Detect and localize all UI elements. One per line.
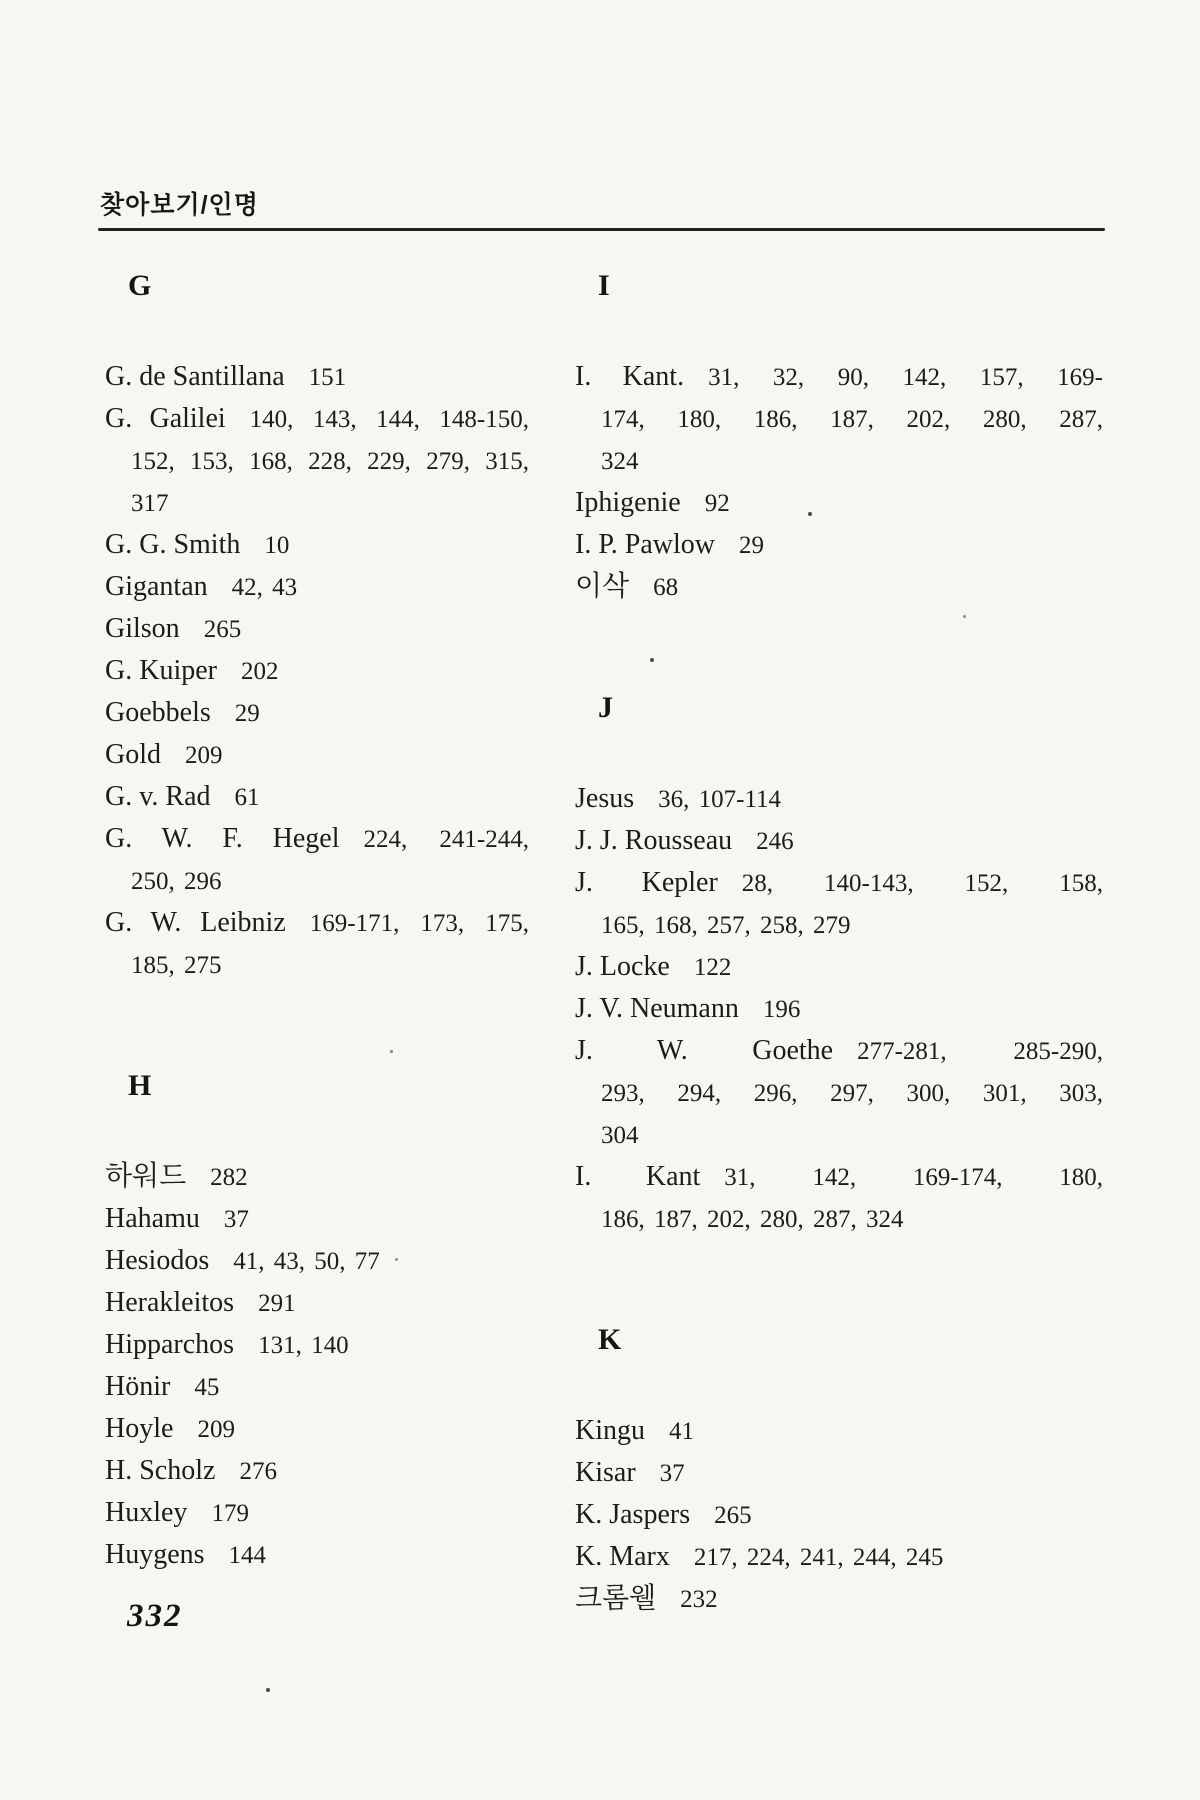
entry-pages: 186, 187, 202, 280, 287, 324 <box>601 1206 904 1233</box>
index-entry <box>575 1452 1103 1494</box>
entry-pages: 209 <box>197 1416 235 1443</box>
entry-pages: 37 <box>223 1206 249 1233</box>
entry-pages: 29 <box>234 700 260 727</box>
index-entry-line <box>105 1282 529 1324</box>
index-entry-line <box>575 820 1103 862</box>
entry-name: K. Jaspers <box>575 1499 691 1530</box>
entry-name: 크롬웰 <box>575 1583 657 1614</box>
entry-name: K. Marx <box>575 1541 670 1572</box>
entry-pages: 41, 43, 50, 77 <box>233 1248 380 1275</box>
entry-pages: 165, 168, 257, 258, 279 <box>601 912 851 939</box>
index-entry-line <box>575 862 1103 904</box>
entry-pages: 151 <box>308 364 347 391</box>
entry-pages: 140, 143, 144, 148-150, <box>249 406 529 433</box>
index-entry <box>105 1156 529 1198</box>
index-entry-line <box>105 860 529 902</box>
index-entry <box>105 608 529 650</box>
index-entry-line <box>575 524 1103 566</box>
entry-pages: 45 <box>194 1374 220 1401</box>
index-entry <box>105 734 529 776</box>
index-entry-line <box>575 1578 1103 1620</box>
scan-artifact-dot <box>808 512 812 516</box>
entry-name: Iphigenie <box>575 487 681 518</box>
scan-artifact-dot <box>390 1050 393 1053</box>
entry-pages: 265 <box>203 616 242 643</box>
entry-name: G. Kuiper <box>105 655 217 686</box>
index-entry <box>105 398 529 524</box>
index-entry-line <box>575 1536 1103 1578</box>
entry-pages: 202 <box>240 658 279 685</box>
index-entry <box>105 1492 529 1534</box>
entry-pages: 122 <box>693 954 732 981</box>
index-entry <box>105 776 529 818</box>
index-entry-line <box>105 944 529 986</box>
entry-name: Huygens <box>105 1539 205 1570</box>
entry-pages: 217, 224, 241, 244, 245 <box>693 1544 944 1571</box>
index-entry <box>105 1366 529 1408</box>
entry-name: G. W. Leibniz <box>105 907 286 938</box>
index-entry-line <box>575 1410 1103 1452</box>
index-entry-line <box>575 398 1103 440</box>
entry-name: G. de Santillana <box>105 361 285 392</box>
index-entry-line <box>575 1072 1103 1114</box>
index-section-K <box>575 1318 1103 1620</box>
index-entry <box>575 482 1103 524</box>
entry-name: J. Locke <box>575 951 670 982</box>
index-entry-line <box>575 1156 1103 1198</box>
entry-pages: 92 <box>704 490 730 517</box>
entry-name: Kingu <box>575 1415 645 1446</box>
entry-name: 하워드 <box>105 1161 187 1192</box>
entry-pages: 61 <box>234 784 260 811</box>
index-entry <box>105 566 529 608</box>
index-entry-line <box>575 1114 1103 1156</box>
entry-pages: 42, 43 <box>231 574 298 601</box>
entry-name: G. W. F. Hegel <box>105 823 340 854</box>
entry-name: G. Galilei <box>105 403 226 434</box>
index-entry-line <box>575 1030 1103 1072</box>
entry-pages: 131, 140 <box>258 1332 349 1359</box>
index-entry <box>575 1536 1103 1578</box>
index-entry-line <box>105 1450 529 1492</box>
entry-pages: 277-281, 285-290, <box>857 1038 1103 1065</box>
index-entry <box>105 902 529 986</box>
entry-pages: 324 <box>601 448 639 475</box>
index-entry-line <box>105 1534 529 1576</box>
index-entry-line <box>105 524 529 566</box>
index-entry <box>105 1198 529 1240</box>
index-entry <box>105 524 529 566</box>
entry-name: Gigantan <box>105 571 208 602</box>
scan-artifact-dot <box>266 1688 270 1692</box>
index-entry-line <box>105 482 529 524</box>
entry-pages: 304 <box>601 1122 639 1149</box>
entry-name: Goebbels <box>105 697 211 728</box>
index-entry-line <box>105 650 529 692</box>
entry-name: I. P. Pawlow <box>575 529 716 560</box>
index-entry-line <box>105 1492 529 1534</box>
index-entry <box>105 1534 529 1576</box>
scan-artifact-dot <box>963 615 966 618</box>
entry-name: H. Scholz <box>105 1455 216 1486</box>
index-entry-line <box>575 566 1103 608</box>
entry-name: I. Kant <box>575 1161 701 1192</box>
entry-pages: 179 <box>211 1500 249 1527</box>
index-entry <box>575 1156 1103 1240</box>
entry-pages: 196 <box>762 996 801 1023</box>
index-entry-line <box>575 988 1103 1030</box>
entry-pages: 10 <box>264 532 290 559</box>
index-entry <box>575 1494 1103 1536</box>
entry-name: Gilson <box>105 613 180 644</box>
entry-pages: 41 <box>669 1418 694 1445</box>
index-section-G <box>105 264 529 986</box>
index-entry <box>105 1324 529 1366</box>
entry-name: G. G. Smith <box>105 529 241 560</box>
index-entry <box>105 692 529 734</box>
entry-pages: 291 <box>258 1290 296 1317</box>
entry-pages: 169-171, 173, 175, <box>309 910 530 937</box>
index-entry-line <box>105 1366 529 1408</box>
index-entry-line <box>105 1156 529 1198</box>
index-section-H <box>105 1064 529 1576</box>
index-entry-line <box>105 1240 529 1282</box>
section-letter: K <box>598 1323 622 1356</box>
entry-name: Kisar <box>575 1457 636 1488</box>
index-entry-line <box>575 778 1103 820</box>
entry-name: Hipparchos <box>105 1329 235 1360</box>
index-entry <box>575 566 1103 608</box>
entry-pages: 246 <box>756 828 794 855</box>
scan-artifact-dot <box>395 1258 398 1261</box>
entry-pages: 265 <box>714 1502 752 1529</box>
entry-pages: 293, 294, 296, 297, 300, 301, 303, <box>601 1080 1103 1107</box>
entry-pages: 36, 107-114 <box>658 786 782 813</box>
section-letter: G <box>128 269 152 302</box>
index-entry <box>105 1450 529 1492</box>
index-entry-line <box>105 566 529 608</box>
entry-name: 이삭 <box>575 571 630 602</box>
index-entry-line <box>105 1408 529 1450</box>
entry-pages: 282 <box>210 1164 248 1191</box>
index-entry <box>575 988 1103 1030</box>
index-entry <box>575 1030 1103 1156</box>
entry-pages: 224, 241-244, <box>363 826 529 853</box>
index-entry-line <box>575 356 1103 398</box>
index-entry-line <box>105 440 529 482</box>
index-entry <box>575 946 1103 988</box>
header-rule <box>98 228 1105 231</box>
entry-pages: 152, 153, 168, 228, 229, 279, 315, <box>131 448 529 475</box>
index-entry-line <box>575 1494 1103 1536</box>
entry-pages: 28, 140-143, 152, 158, <box>741 870 1104 897</box>
entry-name: Hahamu <box>105 1203 200 1234</box>
index-entry <box>575 524 1103 566</box>
entry-pages: 209 <box>185 742 223 769</box>
entry-pages: 68 <box>653 574 679 601</box>
index-entry <box>105 1282 529 1324</box>
entry-name: J. Kepler <box>575 867 718 898</box>
index-entry <box>105 650 529 692</box>
page-number: 332 <box>127 1598 183 1634</box>
index-entry <box>575 778 1103 820</box>
entry-pages: 317 <box>131 490 169 517</box>
index-entry <box>575 820 1103 862</box>
index-entry <box>105 818 529 902</box>
entry-name: Jesus <box>575 783 635 814</box>
entry-pages: 29 <box>739 532 765 559</box>
index-entry-line <box>105 818 529 860</box>
index-entry-line <box>105 902 529 944</box>
entry-pages: 174, 180, 186, 187, 202, 280, 287, <box>601 406 1103 433</box>
entry-pages: 232 <box>680 1586 718 1613</box>
index-entry-line <box>575 482 1103 524</box>
entry-pages: 250, 296 <box>131 868 222 895</box>
index-section-J <box>575 686 1103 1240</box>
index-entry <box>105 1240 529 1282</box>
entry-name: J. W. Goethe <box>575 1035 834 1066</box>
index-entry-line <box>105 776 529 818</box>
index-entry-line <box>105 398 529 440</box>
index-entry-line <box>105 608 529 650</box>
entry-name: Gold <box>105 739 161 770</box>
index-entry-line <box>105 1198 529 1240</box>
index-entry-line <box>575 440 1103 482</box>
entry-name: J. J. Rousseau <box>575 825 733 856</box>
entry-name: Herakleitos <box>105 1287 235 1318</box>
entry-name: Hoyle <box>105 1413 174 1444</box>
index-entry <box>105 1408 529 1450</box>
entry-pages: 276 <box>239 1458 277 1485</box>
entry-name: Hesiodos <box>105 1245 210 1276</box>
index-entry-line <box>575 904 1103 946</box>
index-entry <box>105 356 529 398</box>
index-entry-line <box>105 1324 529 1366</box>
index-entry <box>575 1578 1103 1620</box>
index-entry-line <box>575 1198 1103 1240</box>
section-letter: H <box>128 1069 152 1102</box>
running-header: 찾아보기/인명 <box>100 191 259 219</box>
entry-pages: 31, 142, 169-174, 180, <box>724 1164 1103 1191</box>
index-entry-line <box>575 1452 1103 1494</box>
index-entry-line <box>105 356 529 398</box>
index-column-left <box>105 264 529 1576</box>
index-entry-line <box>575 946 1103 988</box>
index-column-right <box>575 264 1103 1620</box>
entry-pages: 31, 32, 90, 142, 157, 169- <box>708 364 1103 391</box>
entry-name: Hönir <box>105 1371 171 1402</box>
index-section-I <box>575 264 1103 608</box>
section-letter: J <box>598 691 613 724</box>
entry-name: I. Kant. <box>575 361 685 392</box>
entry-name: J. V. Neumann <box>575 993 739 1024</box>
index-entry-line <box>105 734 529 776</box>
section-letter: I <box>598 269 610 302</box>
entry-name: Huxley <box>105 1497 188 1528</box>
entry-pages: 185, 275 <box>131 952 222 979</box>
entry-pages: 37 <box>659 1460 685 1487</box>
index-entry <box>575 1410 1103 1452</box>
entry-pages: 144 <box>228 1542 267 1569</box>
index-entry <box>575 862 1103 946</box>
scan-artifact-dot <box>650 658 654 662</box>
index-entry <box>575 356 1103 482</box>
entry-name: G. v. Rad <box>105 781 211 812</box>
index-entry-line <box>105 692 529 734</box>
